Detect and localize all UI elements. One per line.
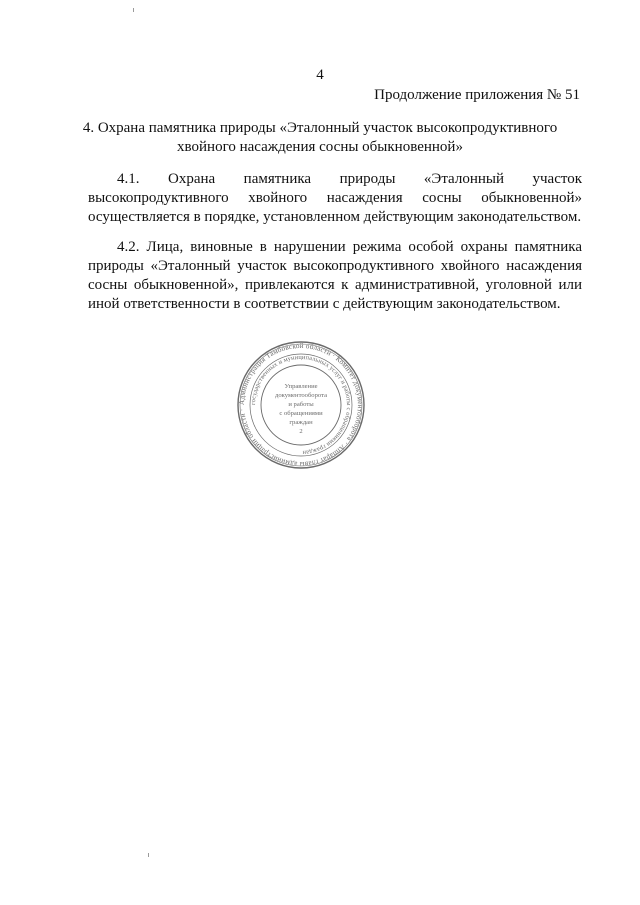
seal-center-line-5: граждан — [289, 419, 313, 426]
scan-mark-bottom — [148, 853, 149, 857]
seal-center-number: 2 — [299, 428, 303, 435]
page-number: 4 — [316, 67, 324, 83]
paragraph-4-1: 4.1. Охрана памятника природы «Эталонный участок высокопродуктивного хвойного насаждения сосны обыкновенной» осуществляется в порядке, установленном действующим законодательством. — [88, 171, 582, 225]
appendix-continuation-label: Продолжение приложения № 51 — [374, 87, 580, 103]
seal-center-line-3: и работы — [288, 401, 314, 408]
seal-center-line-2: документооборота — [274, 392, 328, 399]
seal-outer-ring-text: Администрация Тамбовской области · Комитет документооборота · Аппарат главы администрации области · — [237, 341, 365, 469]
scan-mark-top — [133, 8, 134, 12]
official-seal — [236, 340, 366, 470]
seal-center-line-1: Управление — [284, 383, 318, 390]
seal-inner-ring-text: государственных и муниципальных услуг и работы с обращениями граждан — [249, 353, 353, 457]
paragraph-4-2: 4.2. Лица, виновные в нарушении режима особой охраны памятника природы «Эталонный участок высокопродуктивного хвойного насаждения сосны обыкновенной», привлекаются к административной, уголовной или иной ответственности в соответствии с действующим законодательством. — [88, 239, 582, 312]
section-heading — [60, 119, 580, 157]
section-heading-line-2: хвойного насаждения сосны обыкновенной» — [177, 139, 463, 155]
section-heading-line-1: 4. Охрана памятника природы «Эталонный участок высокопродуктивного — [82, 120, 558, 136]
seal-center-line-4: с обращениями — [279, 410, 323, 417]
